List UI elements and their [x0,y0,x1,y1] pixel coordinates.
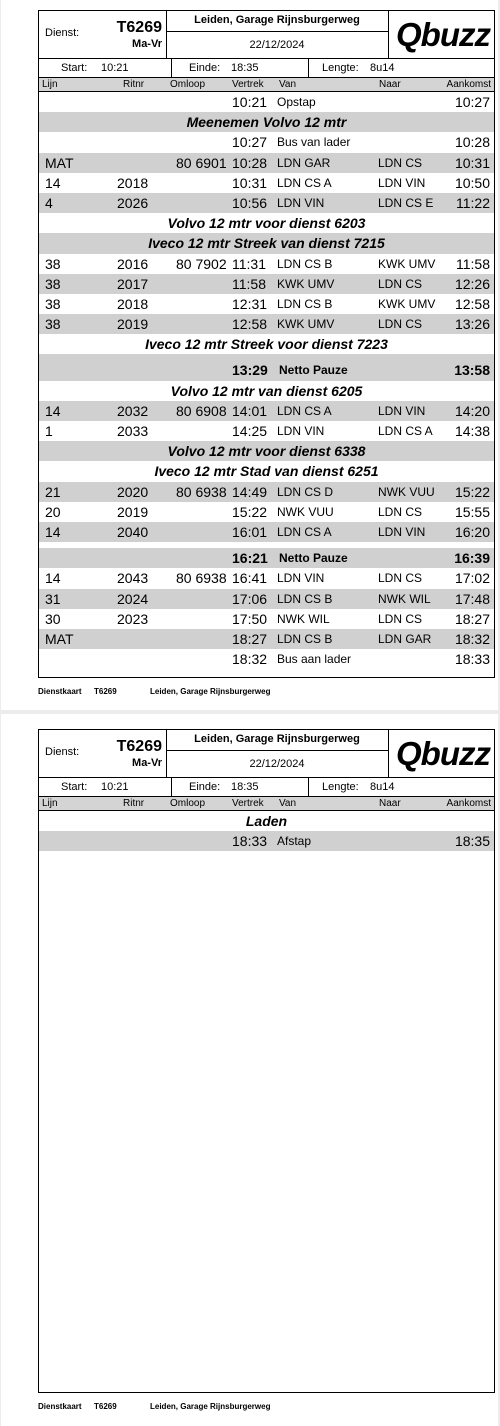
table-row [39,92,494,112]
pause-label: Netto Pauze [279,363,348,378]
cell-naar: KWK UMV [378,296,436,311]
table-row [39,254,494,274]
dienst-block [39,11,167,58]
einde-time: 18:35 [231,781,259,793]
table-row [39,649,494,669]
cell-naar: LDN VIN [378,403,426,418]
cell-aankomst: 10:31 [454,154,490,171]
dienst-days: Ma-Vr [132,757,162,769]
einde-cell [171,778,309,796]
cell-lijn: 14 [45,570,61,587]
section-title-row [39,112,494,132]
col-van: Van [279,798,297,809]
cell-lijn: 31 [45,590,61,607]
table-row [39,314,494,334]
cell-van: Afstap [277,834,312,849]
cell-vertrek: 18:27 [232,630,268,647]
cell-van: LDN GAR [277,155,331,170]
cell-van: Bus van lader [277,135,351,150]
cell-aankomst: 15:55 [454,503,490,520]
dienst-label: Dienst: [45,27,80,39]
section-title-row [39,811,494,831]
cell-ritnr: 2040 [117,523,149,540]
dienstkaart-page-1 [1,0,498,710]
cell-ritnr: 2026 [117,194,149,211]
cell-lijn: 38 [45,275,61,292]
start-label: Start: [61,62,88,74]
cell-ritnr: 2023 [117,610,149,627]
cell-vertrek: 10:28 [232,154,268,171]
cell-lijn: 30 [45,610,61,627]
start-label: Start: [61,781,88,793]
start-time: 10:21 [101,62,129,74]
cell-ritnr: 2018 [117,174,149,191]
location-name: Leiden, Garage Rijnsburgerweg [166,730,388,751]
cell-van: LDN VIN [277,195,325,210]
cell-vertrek: 10:27 [232,134,268,151]
section-title: Iveco 12 mtr Streek van dienst 7215 [148,235,385,252]
section-title-row [39,213,494,233]
qbuzz-logo: Qbuzz [396,16,490,53]
cell-vertrek: 17:50 [232,610,268,627]
einde-label: Einde: [189,62,221,74]
cell-aankomst: 17:48 [454,590,490,607]
col-vertrek: Vertrek [232,79,264,90]
col-lijn: Lijn [42,79,58,90]
cell-ritnr: 2019 [117,503,149,520]
cell-lijn: 38 [45,316,61,333]
cell-van: LDN CS B [277,631,333,646]
cell-aankomst: 14:38 [454,423,490,439]
footer-label: Dienstkaart [38,1402,82,1411]
section-title-row [39,233,494,253]
section-title-row [39,441,494,461]
footer-location: Leiden, Garage Rijnsburgerweg [150,1402,271,1411]
table-row [39,589,494,609]
cell-ritnr: 2019 [117,316,149,333]
cell-van: LDN CS B [277,591,333,606]
header-top [39,11,494,59]
times-bar [39,59,494,78]
location-date-block [166,730,389,777]
cell-van: LDN CS B [277,296,333,311]
cell-ritnr: 2033 [117,423,149,439]
section-title: Iveco 12 mtr Streek voor dienst 7223 [145,336,388,353]
cell-ritnr: 2043 [117,570,149,587]
cell-aankomst: 10:27 [454,94,490,110]
col-aankomst: Aankomst [446,798,491,809]
cell-ritnr: 2024 [117,590,149,607]
cell-aankomst: 17:02 [454,570,490,587]
col-van: Van [279,79,297,90]
cell-van: LDN VIN [277,424,325,438]
cell-aankomst: 10:28 [454,134,490,151]
dienst-number: T6269 [116,738,162,755]
cell-lijn: 38 [45,295,61,312]
cell-vertrek: 18:33 [232,833,268,850]
schedule-body [39,92,494,669]
table-row [39,274,494,294]
footer-dienst: T6269 [94,687,117,696]
table-row [39,173,494,193]
cell-naar: LDN CS A [378,424,433,438]
cell-aankomst: 12:26 [454,275,490,292]
cell-vertrek: 14:25 [232,423,268,439]
start-cell [39,59,172,77]
cell-naar: KWK UMV [378,256,436,271]
cell-lijn: 14 [45,402,61,419]
footer-location: Leiden, Garage Rijnsburgerweg [150,687,271,696]
cell-vertrek: 15:22 [232,503,268,520]
cell-omloop: 80 6938 [176,570,227,587]
cell-aankomst: 18:32 [454,630,490,647]
cell-van: LDN CS A [277,175,332,190]
cell-vertrek: 11:31 [232,255,266,272]
cell-aankomst: 14:20 [454,402,490,419]
pause-start: 16:21 [232,550,268,567]
lengte-label: Lengte: [322,781,359,793]
cell-van: NWK VUU [277,504,334,519]
cell-aankomst: 18:35 [454,833,490,850]
cell-aankomst: 13:26 [454,316,490,333]
cell-vertrek: 10:31 [232,174,268,191]
table-row [39,609,494,629]
col-vertrek: Vertrek [232,798,264,809]
table-row [39,629,494,649]
section-title: Meenemen Volvo 12 mtr [186,114,347,131]
dienst-block [39,730,167,777]
pause-start: 13:29 [232,362,268,379]
pause-row [39,548,494,568]
cell-van: LDN CS B [277,256,333,271]
cell-van: Bus aan lader [277,652,352,667]
cell-aankomst: 10:50 [454,174,490,191]
cell-naar: LDN CS [378,611,423,626]
cell-van: LDN CS A [277,403,332,418]
cell-lijn: 1 [45,423,53,439]
start-cell [39,778,172,796]
table-row [39,401,494,421]
cell-vertrek: 11:58 [232,275,266,292]
cell-ritnr: 2016 [117,255,149,272]
cell-naar: LDN VIN [378,175,426,190]
table-row [39,482,494,502]
cell-van: Opstap [277,95,316,109]
cell-naar: LDN CS [378,504,423,519]
pause-end: 13:58 [454,362,490,379]
page-footer [38,687,271,696]
dienstkaart-frame [38,10,495,678]
section-title: Laden [245,813,288,829]
section-title: Volvo 12 mtr van dienst 6205 [170,382,363,399]
cell-ritnr: 2017 [117,275,149,292]
cell-van: KWK UMV [277,317,335,332]
table-row [39,153,494,173]
column-header [39,797,494,811]
cell-aankomst: 15:22 [454,483,490,500]
cell-omloop: 80 6938 [176,483,227,500]
schedule-body [39,811,494,851]
service-date: 22/12/2024 [249,758,305,770]
cell-naar: LDN CS [378,155,423,170]
cell-aankomst: 16:20 [454,523,490,540]
cell-ritnr: 2018 [117,295,149,312]
col-naar: Naar [379,798,401,809]
col-ritnr: Ritnr [123,798,145,809]
cell-lijn: MAT [45,630,74,647]
times-bar [39,778,494,797]
cell-lijn: 14 [45,174,61,191]
lengte-value: 8u14 [370,781,395,793]
dienstkaart-page-2 [1,714,498,1426]
cell-lijn: 14 [45,523,61,540]
pause-row [39,360,494,380]
einde-time: 18:35 [231,62,259,74]
table-row [39,568,494,588]
cell-naar: NWK VUU [378,484,435,499]
cell-lijn: 38 [45,255,61,272]
location-name: Leiden, Garage Rijnsburgerweg [166,11,388,32]
header-top [39,730,494,778]
lengte-label: Lengte: [322,62,359,74]
cell-vertrek: 14:01 [232,402,268,419]
lengte-cell [308,59,496,77]
col-omloop: Omloop [170,79,206,90]
col-omloop: Omloop [170,798,206,809]
cell-omloop: 80 6908 [176,402,227,419]
cell-aankomst: 18:33 [454,651,490,668]
cell-vertrek: 10:21 [232,94,268,110]
cell-vertrek: 12:31 [232,295,268,312]
col-aankomst: Aankomst [446,79,491,90]
cell-lijn: MAT [45,154,74,171]
location-date-block [166,11,389,58]
cell-van: KWK UMV [277,276,335,291]
table-row [39,831,494,851]
cell-ritnr: 2032 [117,402,149,419]
cell-vertrek: 12:58 [232,316,268,333]
cell-van: LDN CS D [277,484,334,499]
cell-ritnr: 2020 [117,483,149,500]
footer-label: Dienstkaart [38,687,82,696]
footer-dienst: T6269 [94,1402,117,1411]
cell-naar: LDN CS [378,317,423,332]
cell-naar: LDN VIN [378,524,426,539]
section-title: Volvo 12 mtr voor dienst 6203 [167,215,366,232]
cell-vertrek: 18:32 [232,651,268,668]
start-time: 10:21 [101,781,129,793]
lengte-cell [308,778,496,796]
table-row [39,294,494,314]
dienst-days: Ma-Vr [132,38,162,50]
cell-naar: LDN GAR [378,631,432,646]
table-row [39,132,494,152]
cell-van: LDN CS A [277,524,332,539]
cell-lijn: 4 [45,194,53,211]
cell-aankomst: 11:58 [456,255,490,272]
cell-omloop: 80 7902 [176,255,227,272]
cell-van: LDN VIN [277,571,325,586]
col-naar: Naar [379,79,401,90]
cell-naar: LDN CS E [378,195,434,210]
cell-vertrek: 17:06 [232,590,268,607]
cell-naar: LDN CS [378,276,423,291]
cell-vertrek: 16:41 [232,570,268,587]
col-ritnr: Ritnr [123,79,145,90]
pause-label: Netto Pauze [279,551,348,566]
cell-aankomst: 11:22 [456,194,490,211]
section-title-row [39,381,494,401]
cell-lijn: 21 [45,483,61,500]
table-row [39,522,494,542]
cell-naar: LDN CS [378,571,423,586]
pause-end: 16:39 [454,550,490,567]
cell-aankomst: 18:27 [454,610,490,627]
cell-van: NWK WIL [277,611,330,626]
cell-naar: NWK WIL [378,591,431,606]
dienstkaart-frame [38,729,495,1393]
cell-aankomst: 12:58 [454,295,490,312]
cell-lijn: 20 [45,503,61,520]
dienst-number: T6269 [116,19,162,36]
section-title-row [39,461,494,481]
cell-omloop: 80 6901 [176,154,227,171]
cell-vertrek: 10:56 [232,194,268,211]
lengte-value: 8u14 [370,62,395,74]
table-row [39,502,494,522]
service-date: 22/12/2024 [249,39,305,51]
page-footer [38,1402,271,1411]
qbuzz-logo: Qbuzz [396,735,490,772]
section-title: Iveco 12 mtr Stad van dienst 6251 [154,463,379,480]
einde-label: Einde: [189,781,221,793]
cell-vertrek: 16:01 [232,523,268,540]
table-row [39,193,494,213]
section-title-row [39,334,494,354]
table-row [39,421,494,441]
einde-cell [171,59,309,77]
dienst-label: Dienst: [45,746,80,758]
cell-vertrek: 14:49 [232,483,268,500]
section-title: Volvo 12 mtr voor dienst 6338 [167,443,366,460]
col-lijn: Lijn [42,798,58,809]
column-header [39,78,494,92]
